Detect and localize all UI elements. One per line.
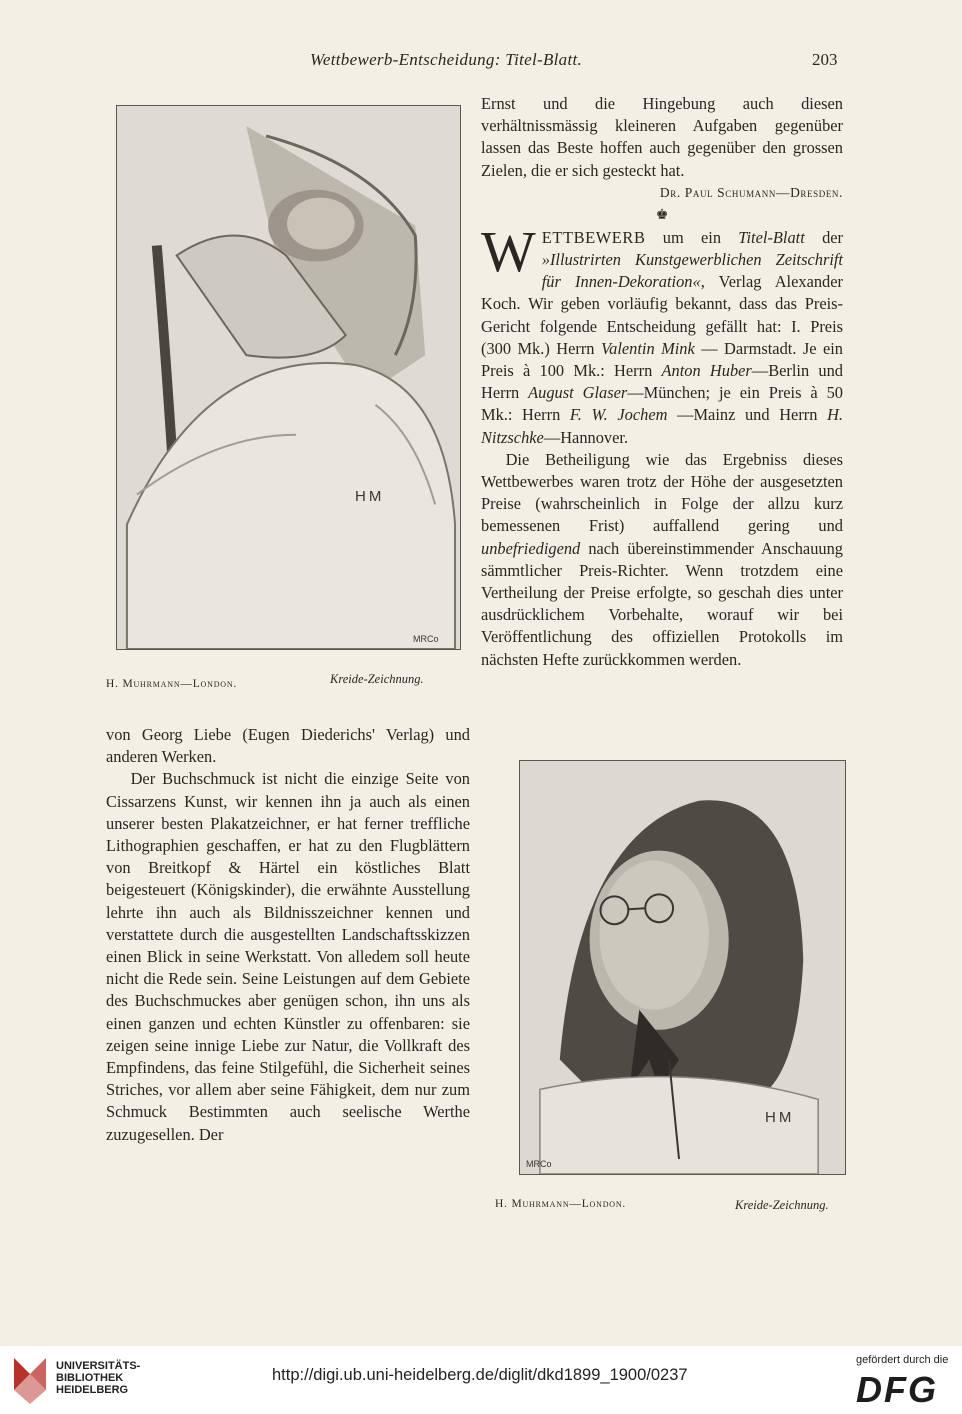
illustration-sleeping-child bbox=[116, 105, 461, 650]
right-column-text bbox=[481, 93, 843, 671]
page-header bbox=[0, 50, 962, 74]
funding-note: gefördert durch die bbox=[856, 1354, 949, 1366]
permalink[interactable]: http://digi.ub.uni-heidelberg.de/diglit/dkd1899_1900/0237 bbox=[272, 1366, 688, 1384]
emphasis: F. W. Jochem bbox=[569, 405, 668, 425]
paragraph: von Georg Liebe (Eugen Diederichs' Verlag) und anderen Werken. bbox=[106, 725, 470, 767]
text-run: — Darmstadt. Je ein Preis à 100 Mk.: Herrn bbox=[481, 338, 843, 381]
emphasis: »Illustrirten Kunstgewerblichen Zeitschrift für Innen-Dekoration« bbox=[541, 250, 843, 292]
figure-caption-technique: Kreide-Zeichnung. bbox=[330, 672, 424, 686]
digitization-footer bbox=[0, 1346, 962, 1414]
sleeping-child-drawing bbox=[117, 106, 460, 649]
author-signature: Dr. Paul Schumann—Dresden. bbox=[659, 184, 843, 200]
running-title: Wettbewerb-Entscheidung: Titel-Blatt. bbox=[310, 50, 583, 69]
crown-ornament-icon: ♚ bbox=[655, 207, 669, 223]
library-name bbox=[56, 1360, 140, 1396]
library-logo-icon bbox=[10, 1354, 50, 1406]
library-name-line: HEIDELBERG bbox=[56, 1384, 129, 1396]
figure-caption-technique: Kreide-Zeichnung. bbox=[735, 1198, 829, 1212]
artist-monogram: HM bbox=[355, 488, 385, 505]
emphasis: Anton Huber bbox=[661, 361, 752, 381]
text-run: nach übereinstimmender Anschauung sämmtlicher Preis-Richter. Wenn trotzdem eine Vertheilung der Preise erfolgte, so geschah dies unter ausdrücklichem Vorbehalte, worauf wir bei Veröffentlichung des offiziellen Protokolls im nächsten Hefte zurückkommen werden. bbox=[481, 538, 843, 669]
evaluation-paragraph bbox=[481, 449, 843, 671]
text-run: , Verlag Alexander Koch. Wir geben vorläufig bekannt, dass das Preis-Gericht folgende Entscheidung gefällt hat: I. Preis (300 Mk.) Herrn bbox=[481, 272, 843, 358]
emphasis: H. Nitzschke bbox=[481, 405, 843, 447]
emphasis: Valentin Mink bbox=[600, 338, 695, 358]
library-name-line: BIBLIOTHEK bbox=[56, 1372, 124, 1384]
old-woman-drawing bbox=[520, 761, 845, 1174]
page-number: 203 bbox=[812, 50, 838, 69]
left-column-text bbox=[106, 724, 470, 1146]
figure-caption-artist: H. Muhrmann—London. bbox=[106, 678, 238, 690]
library-name-line: UNIVERSITÄTS- bbox=[56, 1360, 141, 1372]
paragraph: Ernst und die Hingebung auch diesen verhältnissmässig kleineren Aufgaben gegenüber lassen das Beste hoffen auch gegenüber den grossen Zielen, die er sich gesteckt hat. bbox=[481, 94, 843, 180]
text-run: —Mainz und Herrn bbox=[667, 405, 828, 425]
paragraph: Der Buchschmuck ist nicht die einzige Seite von Cissarzens Kunst, wir kennen ihn ja auch als einen unserer besten Plakatzeichner, er hat ferner treffliche Lithographien geschaffen, er hat zu den Flugblättern von Breitkopf & Härtel ein köstliches Blatt beigesteuert (Königskinder), die erwähnte Ausstellung lehrte ihn auch als Bildnisszeichner kennen und verstattete durch die ausgestellten Landschaftsskizzen einen Blick in seine Werkstatt. Von alledem soll heute nicht die Rede sein. Seine Leistungen auf dem Gebiete des Buchschmuckes aber genügen schon, ihn uns als einen ganzen und echten Künstler zu offenbaren: sie zeigen seine innige Liebe zur Natur, die Vollkraft des Empfindens, das feine Stilgefühl, die Sicherheit seines Striches, vor allem aber seine Fähigkeit, dem nur zum Schmuck Bestimmten auch seelische Werthe zuzugesellen. Der bbox=[106, 769, 470, 1144]
engraver-mark: MRCo bbox=[413, 634, 439, 644]
dfg-logo: DFG bbox=[856, 1369, 938, 1410]
artist-monogram: HM bbox=[765, 1109, 795, 1126]
announcement-paragraph bbox=[481, 218, 844, 449]
text-run: um ein bbox=[645, 227, 739, 247]
emphasis: unbefriedigend bbox=[481, 538, 581, 558]
text-run: —München; je ein Preis à 50 Mk.: Herrn bbox=[481, 383, 844, 425]
engraver-mark: MRCo bbox=[526, 1159, 552, 1169]
text-run: der bbox=[804, 227, 843, 247]
emphasis: August Glaser bbox=[528, 383, 628, 403]
text-run: Die Betheiligung wie das Ergebniss dieses Wettbewerbes waren trotz der Höhe der ausgesetzten Preise (wahrscheinlich in Folge der allzu kurz bemessenen Frist) auffallend gering und bbox=[481, 449, 843, 536]
text-run: —Hannover. bbox=[543, 427, 629, 447]
text-run: —Berlin und Herrn bbox=[481, 361, 843, 403]
lead-word: ETTBEWERB bbox=[541, 227, 646, 247]
figure-caption-artist: H. Muhrmann—London. bbox=[495, 1198, 627, 1210]
drop-cap: W bbox=[481, 218, 536, 284]
illustration-old-woman-portrait bbox=[519, 760, 846, 1175]
emphasis: Titel-Blatt bbox=[738, 227, 805, 247]
